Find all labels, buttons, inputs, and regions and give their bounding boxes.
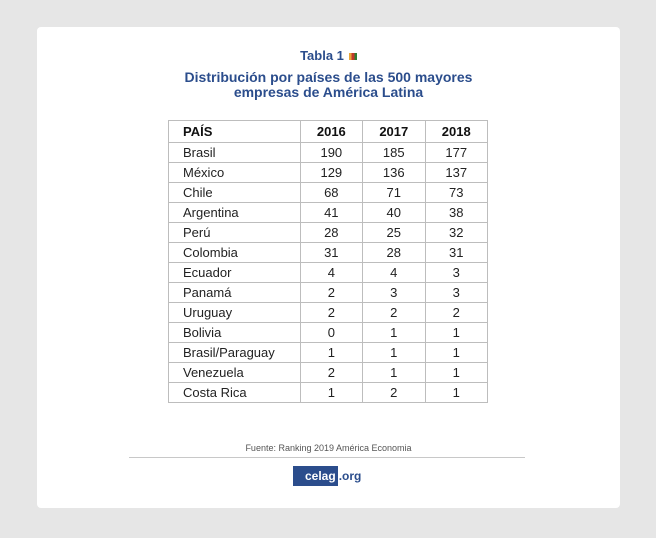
value-2017-cell: 136 [363,163,425,183]
value-2017-cell: 4 [363,263,425,283]
title-line-1: Distribución por países de las 500 mayores [184,69,473,85]
value-2016-cell: 28 [300,223,362,243]
value-2016-cell: 129 [300,163,362,183]
value-2016-cell: 4 [300,263,362,283]
value-2018-cell: 3 [425,283,488,303]
value-2018-cell: 1 [425,383,488,403]
divider [129,457,525,458]
value-2017-cell: 1 [363,343,425,363]
value-2018-cell: 137 [425,163,488,183]
country-cell: Chile [169,183,301,203]
country-cell: Colombia [169,243,301,263]
country-cell: Argentina [169,203,301,223]
content-card [37,27,620,508]
column-header-2018: 2018 [425,121,488,143]
celag-logo [293,466,361,486]
value-2016-cell: 2 [300,363,362,383]
table-row [169,243,488,263]
table-body [169,143,488,403]
table-row [169,363,488,383]
value-2016-cell: 31 [300,243,362,263]
table-row [169,383,488,403]
data-table [168,120,488,403]
value-2017-cell: 3 [363,283,425,303]
country-cell: México [169,163,301,183]
table-row [169,203,488,223]
source-note: Fuente: Ranking 2019 América Economia [245,443,412,453]
value-2016-cell: 0 [300,323,362,343]
table-label [37,48,620,63]
value-2018-cell: 32 [425,223,488,243]
value-2016-cell: 2 [300,303,362,323]
value-2018-cell: 1 [425,343,488,363]
value-2018-cell: 1 [425,323,488,343]
flag-icon [349,53,357,60]
title-line-2: empresas de América Latina [233,84,424,100]
country-cell: Perú [169,223,301,243]
country-cell: Panamá [169,283,301,303]
table-label-text: Tabla 1 [300,48,344,63]
country-cell: Brasil/Paraguay [169,343,301,363]
table-row [169,163,488,183]
column-header-country: PAÍS [169,121,301,143]
value-2016-cell: 2 [300,283,362,303]
value-2017-cell: 28 [363,243,425,263]
value-2017-cell: 40 [363,203,425,223]
value-2017-cell: 2 [363,303,425,323]
table-row [169,283,488,303]
country-cell: Costa Rica [169,383,301,403]
value-2018-cell: 38 [425,203,488,223]
value-2016-cell: 41 [300,203,362,223]
value-2018-cell: 2 [425,303,488,323]
value-2018-cell: 73 [425,183,488,203]
table-row [169,303,488,323]
value-2018-cell: 177 [425,143,488,163]
column-header-2017: 2017 [363,121,425,143]
value-2017-cell: 71 [363,183,425,203]
table-header-row [169,121,488,143]
logo-main: celag [293,466,338,486]
country-cell: Venezuela [169,363,301,383]
table-row [169,143,488,163]
table-row [169,223,488,243]
table-row [169,263,488,283]
value-2016-cell: 1 [300,343,362,363]
logo-suffix: .org [338,469,362,483]
value-2016-cell: 1 [300,383,362,403]
value-2018-cell: 3 [425,263,488,283]
value-2018-cell: 31 [425,243,488,263]
country-cell: Brasil [169,143,301,163]
value-2017-cell: 1 [363,323,425,343]
value-2017-cell: 2 [363,383,425,403]
table-row [169,183,488,203]
country-cell: Ecuador [169,263,301,283]
value-2018-cell: 1 [425,363,488,383]
country-cell: Bolivia [169,323,301,343]
value-2017-cell: 25 [363,223,425,243]
country-cell: Uruguay [169,303,301,323]
value-2016-cell: 68 [300,183,362,203]
value-2016-cell: 190 [300,143,362,163]
table-row [169,343,488,363]
value-2017-cell: 185 [363,143,425,163]
table-row [169,323,488,343]
page-title [37,70,620,100]
value-2017-cell: 1 [363,363,425,383]
column-header-2016: 2016 [300,121,362,143]
